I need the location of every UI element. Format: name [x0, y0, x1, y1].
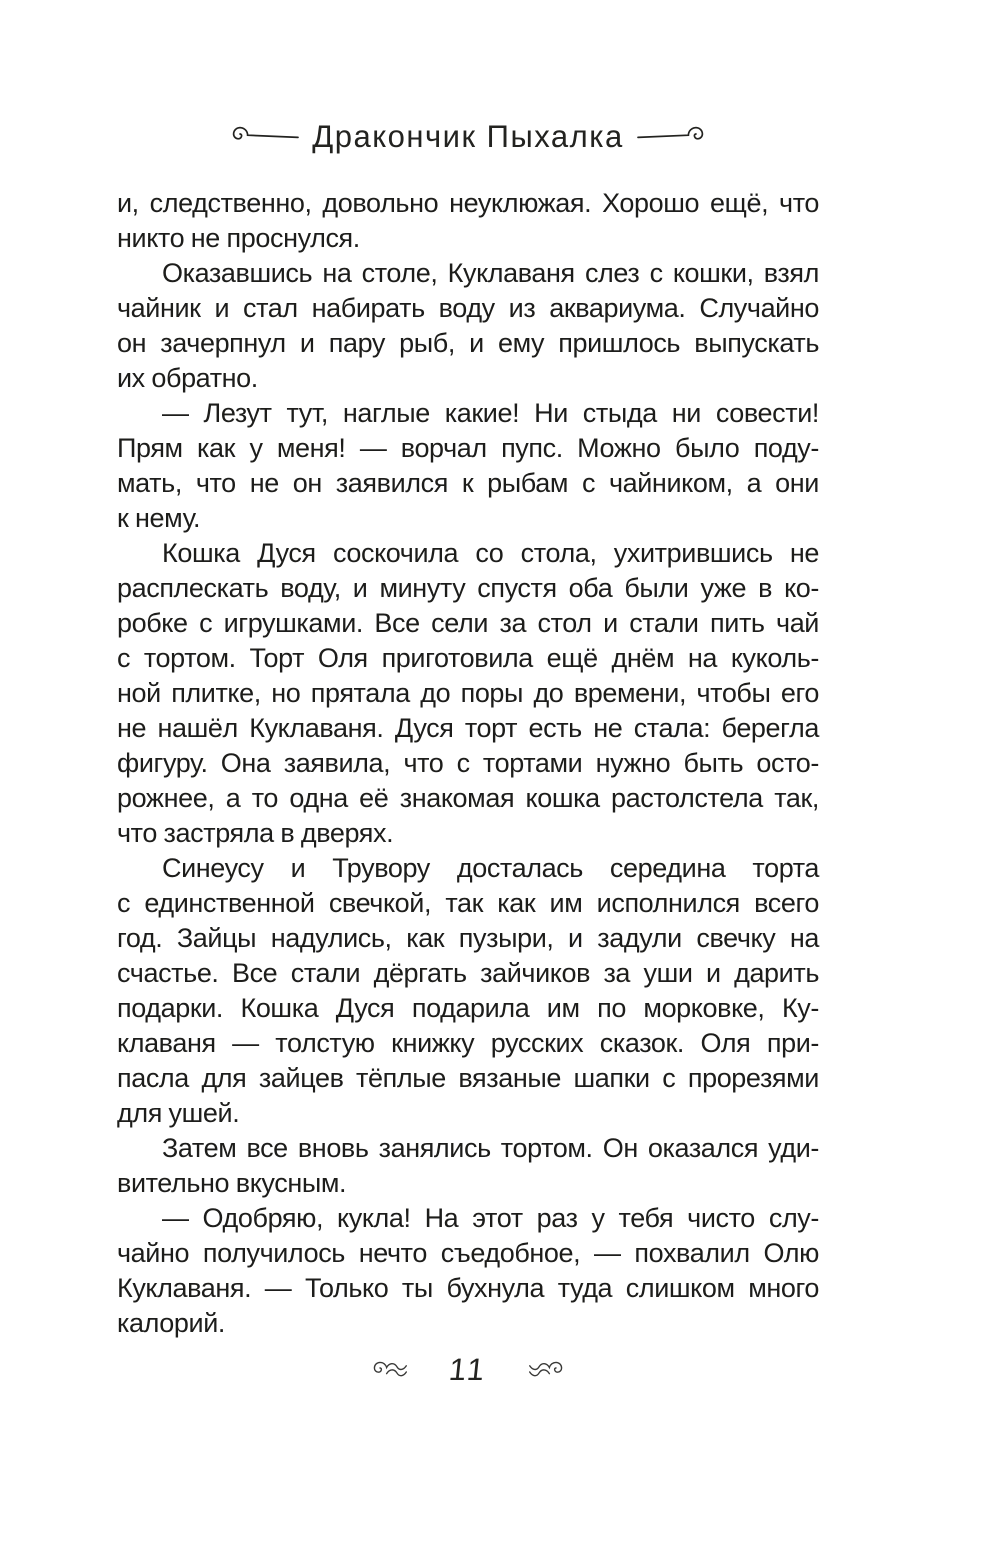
text-line: фигуру. Она заявила, что с тортами нужно быть осто-	[117, 748, 819, 778]
text-line: Синеусу и Трувору досталась середина торта	[162, 853, 819, 883]
page-title: Дракончик Пыхалка	[312, 118, 624, 155]
spiral-rule-flourish-icon	[228, 125, 300, 149]
running-head	[117, 116, 819, 158]
text-line: с тортом. Торт Оля приготовила ещё днём на куколь-	[117, 643, 819, 673]
paragraph	[117, 186, 819, 256]
text-line: калорий.	[117, 1308, 225, 1338]
text-line: не нашёл Куклаваня. Дуся торт есть не стала: берегла	[117, 713, 819, 743]
text-line: — Одобряю, кукла! На этот раз у тебя чисто слу-	[162, 1203, 819, 1233]
text-line: что застряла в дверях.	[117, 818, 394, 848]
text-line: клаваня — толстую книжку русских сказок. Оля при-	[117, 1028, 819, 1058]
text-line: Кошка Дуся соскочила со стола, ухитрившись не	[162, 538, 819, 568]
text-line: Затем все вновь занялись тортом. Он оказался уди-	[162, 1133, 819, 1163]
paragraph	[117, 851, 819, 1131]
paragraph	[117, 396, 819, 536]
text-line: Оказавшись на столе, Куклаваня слез с кошки, взял	[162, 258, 819, 288]
text-line: с единственной свечкой, так как им исполнился всего	[117, 888, 819, 918]
text-line: их обратно.	[117, 363, 258, 393]
text-line: Куклаваня. — Только ты бухнула туда слишком много	[117, 1273, 819, 1303]
paragraph	[117, 1131, 819, 1201]
text-line: никто не проснулся.	[117, 223, 360, 253]
spiral-wave-flourish-icon	[371, 1358, 415, 1382]
spiral-rule-flourish-icon	[636, 125, 708, 149]
text-line: ной плитке, но прятала до поры до времени, чтобы его	[117, 678, 819, 708]
paragraph	[117, 1201, 819, 1341]
body-text	[117, 186, 819, 1341]
text-line: чайник и стал набирать воду из аквариума. Случайно	[117, 293, 819, 323]
text-line: он зачерпнул и пару рыб, и ему пришлось выпускать	[117, 328, 819, 358]
text-line: год. Зайцы надулись, как пузыри, и задули свечку на	[117, 923, 819, 953]
text-line: Прям как у меня! — ворчал пупс. Можно было поду-	[117, 433, 819, 463]
spiral-wave-flourish-icon	[521, 1358, 565, 1382]
text-line: — Лезут тут, наглые какие! Ни стыда ни совести!	[162, 398, 819, 428]
text-line: к нему.	[117, 503, 201, 533]
page-footer	[117, 1346, 819, 1394]
text-line: расплескать воду, и минуту спустя оба были уже в ко-	[117, 573, 819, 603]
text-line: чайно получилось нечто съедобное, — похвалил Олю	[117, 1238, 819, 1268]
text-line: вительно вкусным.	[117, 1168, 347, 1198]
paragraph	[117, 536, 819, 851]
text-line: и, следственно, довольно неуклюжая. Хорошо ещё, что	[117, 188, 819, 218]
text-line: робке с игрушками. Все сели за стол и стали пить чай	[117, 608, 819, 638]
text-line: мать, что не он заявился к рыбам с чайником, а они	[117, 468, 819, 498]
text-line: пасла для зайцев тёплые вязаные шапки с прорезями	[117, 1063, 819, 1093]
text-line: подарки. Кошка Дуся подарила им по морковке, Ку-	[117, 993, 819, 1023]
page-number: 11	[447, 1352, 489, 1387]
paragraph	[117, 256, 819, 396]
text-line: рожнее, а то одна её знакомая кошка растолстела так,	[117, 783, 819, 813]
text-line: для ушей.	[117, 1098, 240, 1128]
text-line: счастье. Все стали дёргать зайчиков за уши и дарить	[117, 958, 819, 988]
